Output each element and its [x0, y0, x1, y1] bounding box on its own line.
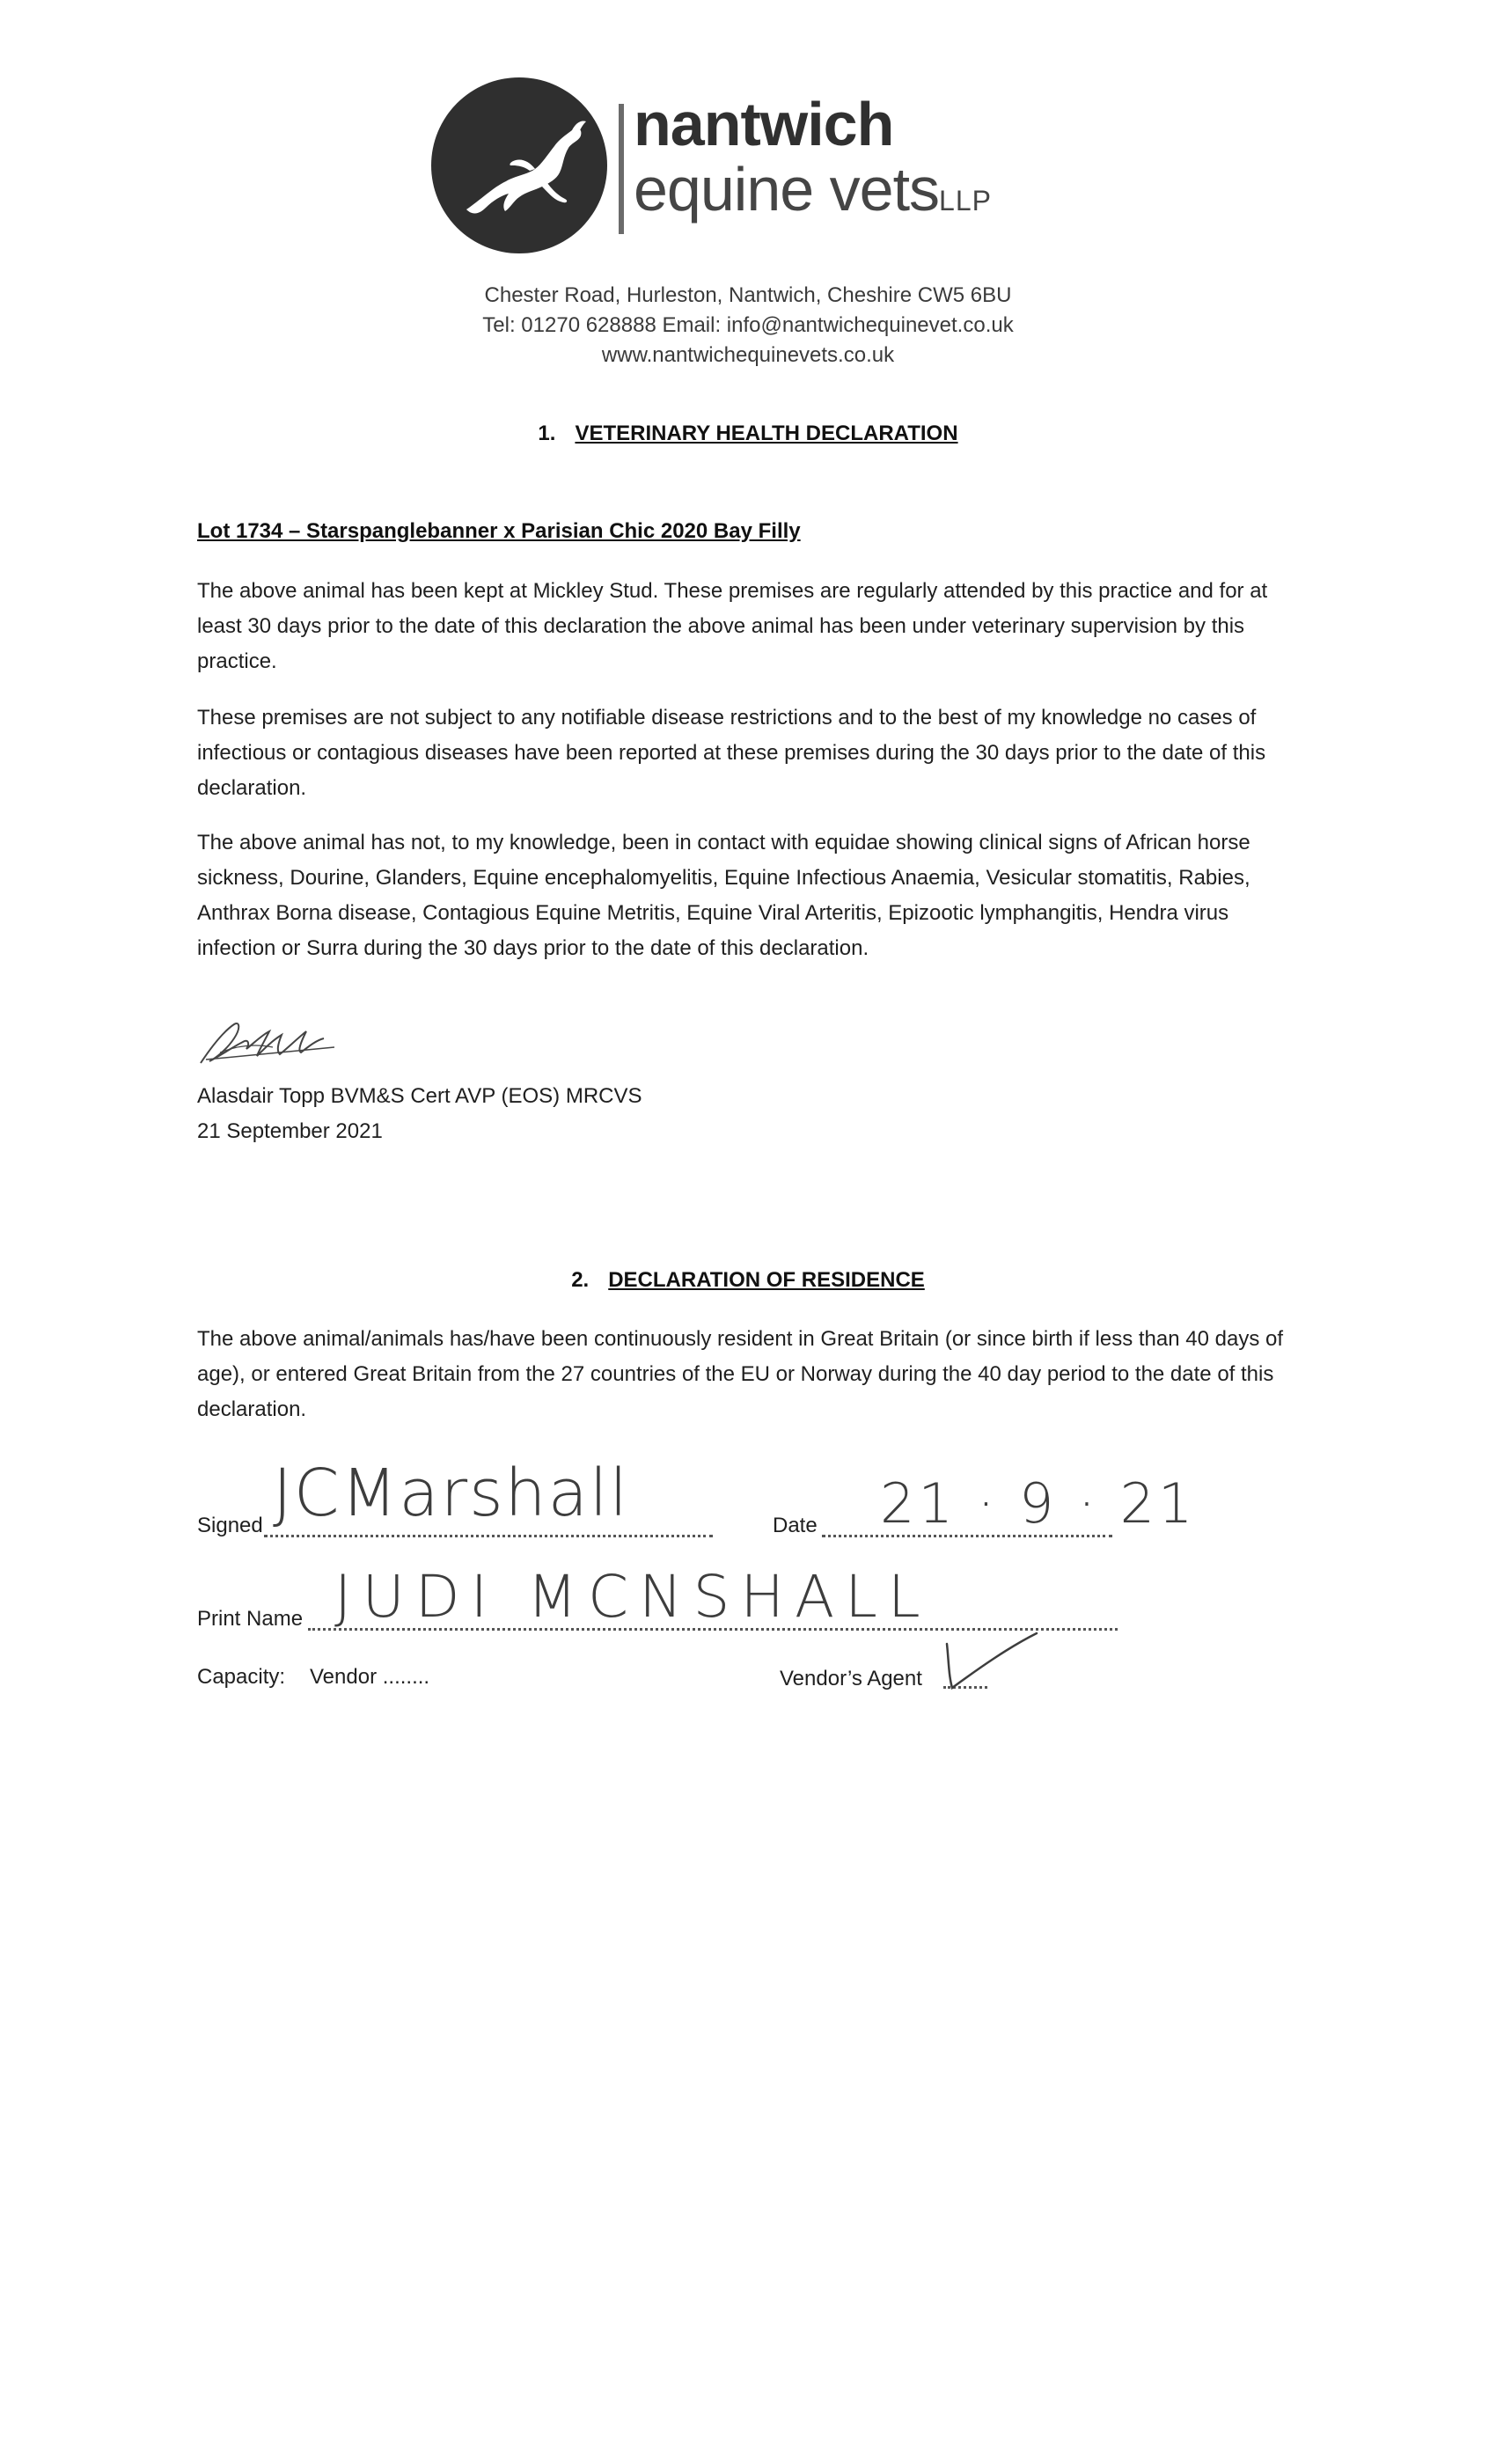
section1-paragraph-2: These premises are not subject to any notifiable disease restrictions and to the best of my knowledge no cases of infectious or contagious diseases have been reported at these premises during the 30 days prior to the date of this declaration.	[197, 706, 1266, 800]
checkmark-icon	[943, 1630, 1040, 1691]
section1-title: VETERINARY HEALTH DECLARATION	[575, 422, 958, 445]
section1-number: 1.	[538, 422, 556, 445]
signed-label: Signed	[197, 1514, 263, 1537]
print-name-label: Print Name	[197, 1607, 304, 1631]
logo-suffix: LLP	[939, 185, 992, 216]
letterhead-address: Chester Road, Hurleston, Nantwich, Cheshire CW5 6BU	[484, 283, 1012, 307]
vendor-agent-label: Vendor’s Agent	[780, 1667, 922, 1690]
logo-divider	[619, 104, 624, 234]
lot-description: Lot 1734 – Starspanglebanner x Parisian Chic 2020 Bay Filly	[197, 519, 801, 543]
print-name-value: JUDI MCNSHALL	[334, 1563, 931, 1631]
section2-paragraph: The above animal/animals has/have been continuously resident in Great Britain (or since birth if less than 40 days of age), or entered Great Britain from the 27 countries of the EU or Norway during the 40 day period to the date of this declaration.	[197, 1327, 1284, 1421]
logo-name-main: equine vets	[634, 155, 940, 224]
section2-number: 2.	[571, 1268, 590, 1292]
logo-name-line1: nantwich	[634, 90, 894, 158]
signed-value: JCMarshall	[273, 1456, 630, 1531]
letterhead-contact: Tel: 01270 628888 Email: info@nantwichequinevet.co.uk	[482, 313, 1014, 337]
handwritten-signature-icon	[194, 1012, 343, 1074]
section1-paragraph-3: The above animal has not, to my knowledge, been in contact with equidae showing clinical signs of African horse sickness, Dourine, Glanders, Equine encephalomyelitis, Equine Infectious Anaemia, Vesicular stomatitis, Rabies, Anthrax Borna disease, Contagious Equine Metritis, Equine Viral Arteritis, Epizootic lymphangitis, Hendra virus infection or Surra during the 30 days prior to the date of this declaration.	[197, 831, 1250, 960]
signer-name: Alasdair Topp BVM&S Cert AVP (EOS) MRCVS	[197, 1084, 642, 1108]
section1-paragraph-1: The above animal has been kept at Mickley Stud. These premises are regularly attended by this practice and for at least 30 days prior to the date of this declaration the above animal has been under veterinary supervision by this practice.	[197, 579, 1268, 673]
section2-heading	[0, 1268, 1496, 1293]
date-label: Date	[773, 1514, 818, 1537]
capacity-label: Capacity:	[197, 1665, 286, 1689]
logo-name-line2	[634, 155, 992, 224]
jumping-horse-logo-icon	[431, 77, 607, 253]
vendor-label: Vendor ........	[310, 1665, 430, 1689]
letterhead-website: www.nantwichequinevets.co.uk	[601, 343, 895, 367]
signer-date: 21 September 2021	[197, 1119, 383, 1143]
section2-title: DECLARATION OF RESIDENCE	[608, 1268, 925, 1292]
signed-dotted-line	[264, 1535, 713, 1537]
date-value: 21 · 9 · 21	[880, 1471, 1197, 1536]
section1-heading	[0, 422, 1496, 446]
